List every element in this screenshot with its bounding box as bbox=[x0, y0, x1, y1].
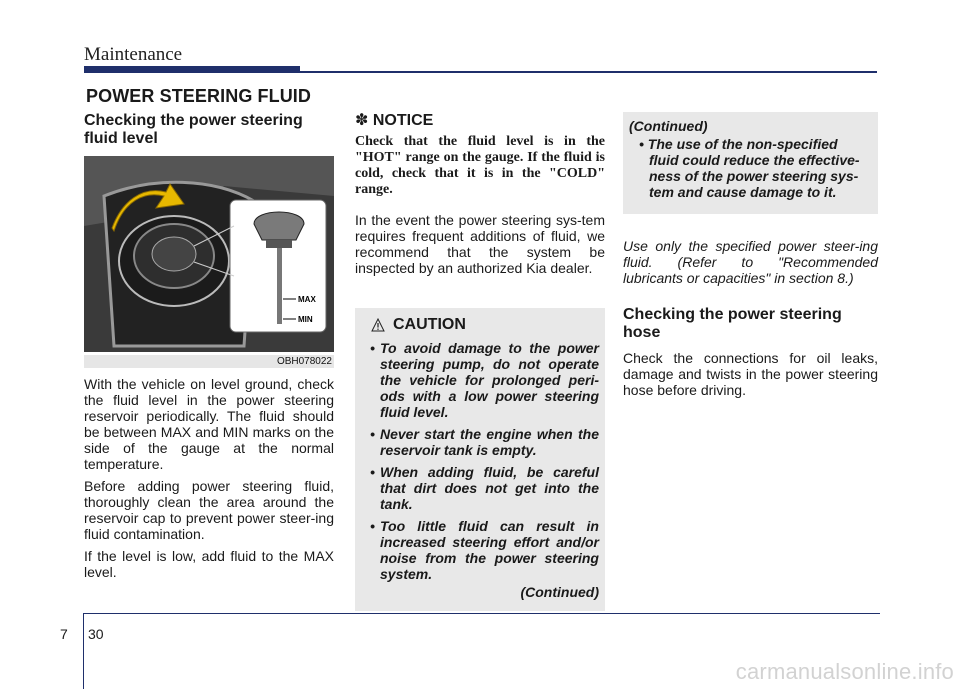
column-3 bbox=[623, 112, 878, 404]
max-label: MAX bbox=[298, 295, 316, 304]
notice-heading: ✽ NOTICE bbox=[355, 112, 434, 129]
watermark: carmanualsonline.info bbox=[735, 659, 954, 684]
dealer-paragraph: In the event the power steering sys-tem requires frequent additions of fluid, we recommend that the system be inspected by an authorized Kia dealer. bbox=[355, 212, 605, 276]
min-label: MIN bbox=[298, 315, 313, 324]
paragraph-1: With the vehicle on level ground, check the fluid level in the power steering reservoir periodically. The fluid should be between MAX and MIN marks on the side of the gauge at the normal temperature. bbox=[84, 376, 334, 472]
caution-title: CAUTION bbox=[393, 316, 466, 333]
figure-code: OBH078022 bbox=[84, 355, 334, 368]
specified-fluid-note: Use only the specified power steer-ing fluid. (Refer to "Recommended lubricants or capacities" in section 8.) bbox=[623, 238, 878, 286]
notice-body: Check that the fluid level is in the "HOT" range on the gauge. If the fluid is cold, check that it is in the "COLD" range. bbox=[355, 134, 605, 197]
caution-box bbox=[355, 308, 605, 611]
warning-icon bbox=[371, 318, 385, 332]
caution-header bbox=[365, 316, 599, 334]
caution-item: • To avoid damage to the power steering pump, do not operate the vehicle for prolonged peri-ods with a low power steering fluid level. bbox=[365, 340, 599, 420]
hose-paragraph: Check the connections for oil leaks, damage and twists in the power steering hose before driving. bbox=[623, 350, 878, 398]
continued-box bbox=[623, 112, 878, 214]
reservoir-illustration bbox=[84, 156, 334, 352]
fluid-level-heading: Checking the power steering fluid level bbox=[84, 112, 303, 147]
footer-divider bbox=[83, 613, 84, 689]
continued-label: (Continued) bbox=[629, 118, 708, 134]
caution-item: • When adding fluid, be careful that dirt does not get into the tank. bbox=[365, 464, 599, 512]
header-bar bbox=[84, 66, 300, 73]
continued-item: • The use of the non-specified fluid could reduce the effective-ness of the power steering sys-tem and cause damage to it. bbox=[639, 136, 860, 200]
page-number: 30 bbox=[88, 626, 104, 642]
section-title: POWER STEERING FLUID bbox=[86, 86, 312, 106]
chapter-number: 7 bbox=[60, 626, 68, 642]
header-rule bbox=[300, 71, 877, 73]
caution-continued: (Continued) bbox=[520, 584, 599, 600]
caution-list bbox=[365, 340, 599, 582]
hose-heading: Checking the power steering hose bbox=[623, 306, 842, 341]
caution-item: • Never start the engine when the reservoir tank is empty. bbox=[365, 426, 599, 458]
chapter-title: Maintenance bbox=[84, 44, 183, 65]
paragraph-3: If the level is low, add fluid to the MAX level. bbox=[84, 548, 334, 580]
reservoir-figure bbox=[84, 156, 334, 352]
continued-item-text: The use of the non-specified fluid could reduce the effective-ness of the power steering sys-tem and cause damage to it. bbox=[647, 136, 860, 200]
caution-item: • Too little fluid can result in increased steering effort and/or noise from the power steering system. bbox=[365, 518, 599, 582]
paragraph-2: Before adding power steering fluid, thoroughly clean the area around the reservoir cap to prevent power steer-ing fluid contamination. bbox=[84, 478, 334, 542]
column-1 bbox=[84, 112, 334, 586]
footer-rule bbox=[83, 613, 880, 614]
column-2 bbox=[355, 112, 605, 282]
